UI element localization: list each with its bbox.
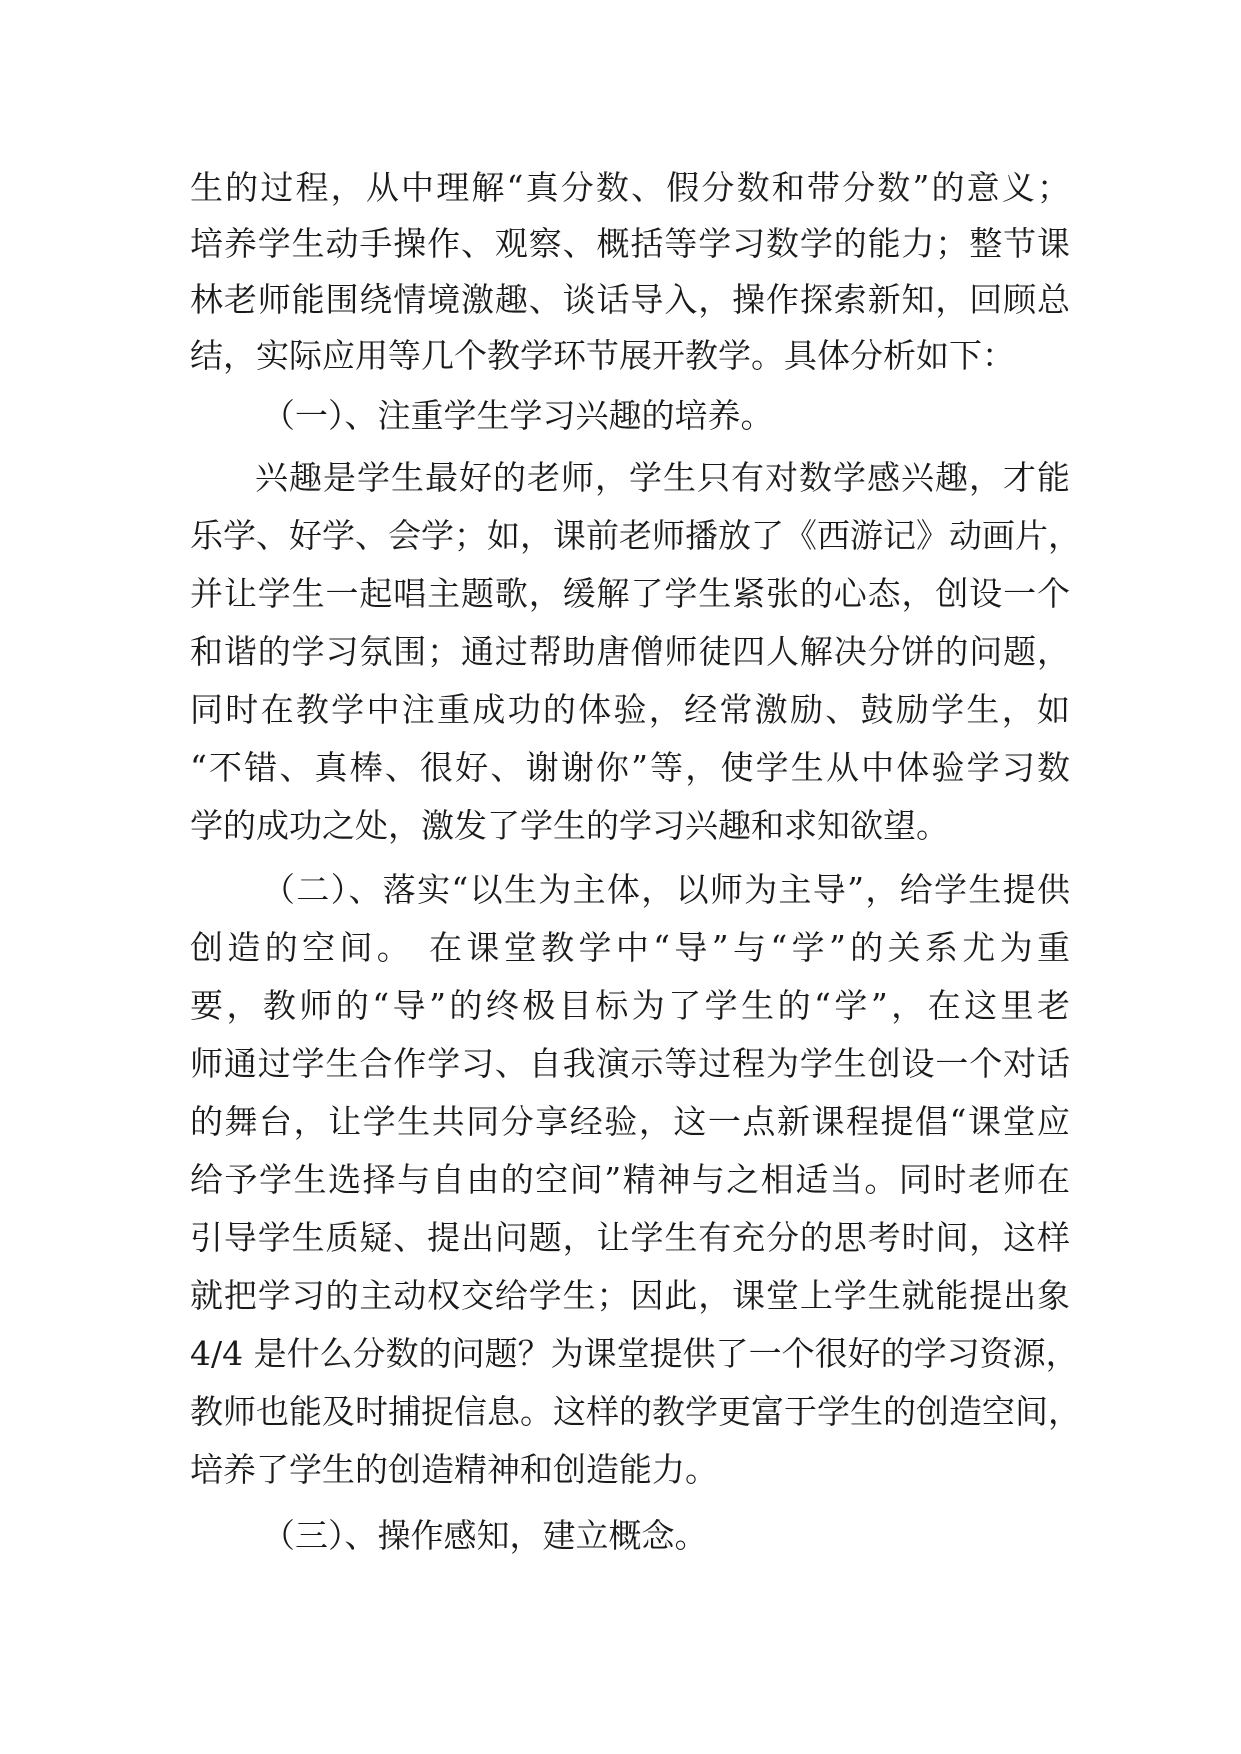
paragraph-first-line: 兴趣是学生最好的老师，学生只有对数学感兴趣，才能 xyxy=(255,458,1070,497)
text-line: 教师也能及时捕捉信息。这样的教学更富于学生的创造空间， xyxy=(190,1392,1081,1431)
text-line: 要，教师的“导”的终极目标为了学生的“学”，在这里老 xyxy=(190,986,1070,1025)
text-line: 并让学生一起唱主题歌，缓解了学生紧张的心态，创设一个 xyxy=(190,574,1070,613)
section-heading-3: （三）、操作感知，建立概念。 xyxy=(262,1516,708,1555)
text-line: 就把学习的主动权交给学生；因此，课堂上学生就能提出象 xyxy=(190,1276,1070,1315)
text-line: 培养学生动手操作、观察、概括等学习数学的能力；整节课 xyxy=(190,224,1070,263)
text-line: 引导学生质疑、提出问题，让学生有充分的思考时间，这样 xyxy=(190,1218,1070,1257)
text-line: 创造的空间。 在课堂教学中“导”与“学”的关系尤为重 xyxy=(190,928,1070,967)
text-line: 同时在教学中注重成功的体验，经常激励、鼓励学生，如 xyxy=(190,690,1070,729)
text-line: 师通过学生合作学习、自我演示等过程为学生创设一个对话 xyxy=(190,1044,1070,1083)
text-line: 结，实际应用等几个教学环节展开教学。具体分析如下： xyxy=(190,336,1015,375)
text-line: 林老师能围绕情境激趣、谈话导入，操作探索新知，回顾总 xyxy=(190,280,1070,319)
text-line: 生的过程，从中理解“真分数、假分数和带分数”的意义； xyxy=(190,168,1070,207)
text-line: 学的成功之处，激发了学生的学习兴趣和求知欲望。 xyxy=(190,806,949,845)
text-line: 4/4 是什么分数的问题？为课堂提供了一个很好的学习资源， xyxy=(190,1334,1079,1373)
text-line: 给予学生选择与自由的空间”精神与之相适当。同时老师在 xyxy=(190,1160,1070,1199)
text-line: 和谐的学习氛围；通过帮助唐僧师徒四人解决分饼的问题， xyxy=(190,632,1070,671)
text-line: 培养了学生的创造精神和创造能力。 xyxy=(190,1450,718,1489)
text-line: 的舞台，让学生共同分享经验，这一点新课程提倡“课堂应 xyxy=(190,1102,1070,1141)
section-heading-1: （一）、注重学生学习兴趣的培养。 xyxy=(262,396,774,435)
text-line: “不错、真棒、很好、谢谢你”等，使学生从中体验学习数 xyxy=(190,748,1070,787)
text-line: 乐学、好学、会学；如，课前老师播放了《西游记》动画片， xyxy=(190,516,1081,555)
section-heading-2: （二）、落实“以生为主体，以师为主导”，给学生提供 xyxy=(262,870,1070,909)
